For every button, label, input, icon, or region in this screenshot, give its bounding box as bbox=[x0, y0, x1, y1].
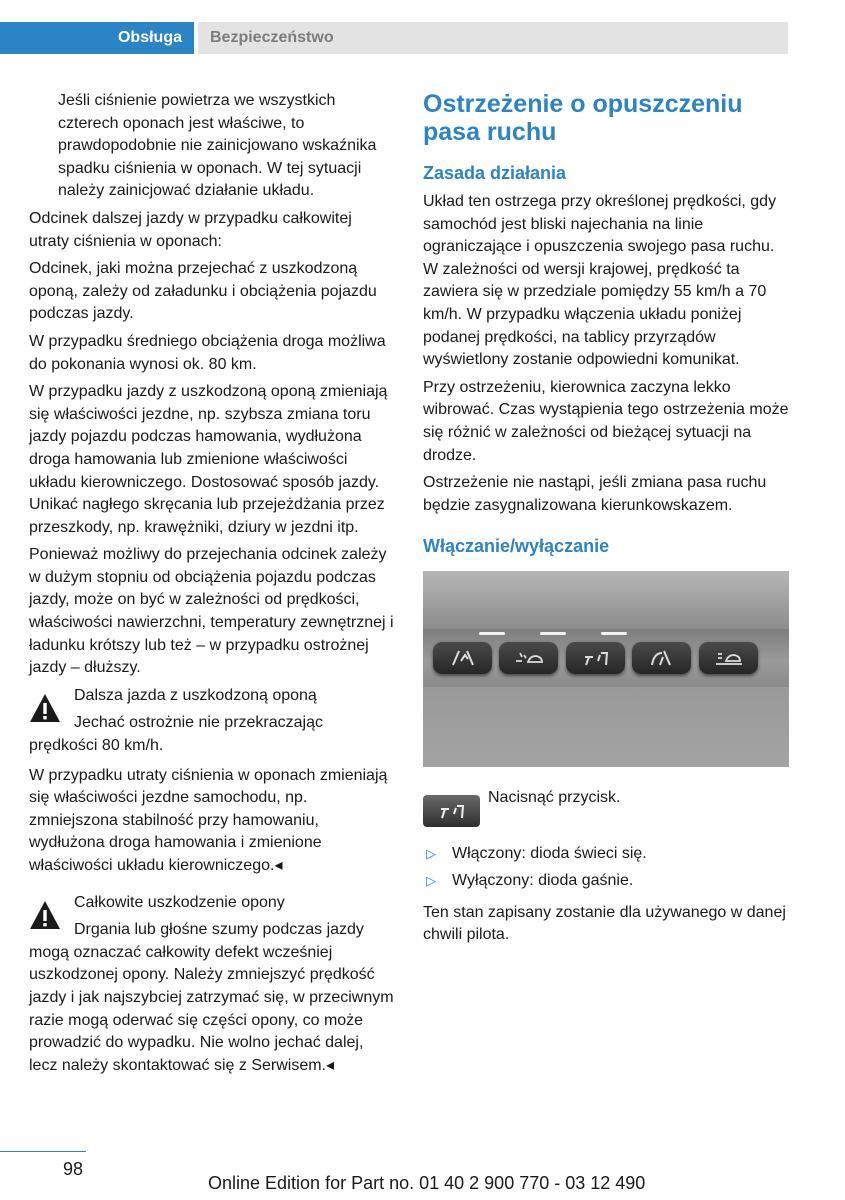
lane-departure-icon bbox=[582, 649, 610, 667]
warning-2-title: Całkowite uszkodzenie opony bbox=[74, 893, 285, 911]
end-mark: ◂ bbox=[326, 1056, 335, 1074]
photo-led bbox=[601, 632, 627, 635]
warning-box-1 bbox=[29, 685, 395, 758]
lane-departure-icon bbox=[438, 803, 466, 819]
bullet-text: Wyłączony: dioda gaśnie. bbox=[452, 871, 634, 889]
end-mark: ◂ bbox=[274, 857, 283, 874]
right-paragraph-4: Ten stan zapisany zostanie dla używanego w danej chwili pilota. bbox=[423, 903, 786, 944]
collision-warning-icon bbox=[514, 649, 544, 667]
right-paragraph-2: Przy ostrzeżeniu, kierownica zaczyna lekko wibrować. Czas wystąpienia tego ostrzeżenia może się różnić w zależności od bieżącej sytuacji na drodze. bbox=[423, 378, 789, 464]
warning-triangle-icon bbox=[29, 693, 61, 723]
header-tab-section-label: Bezpieczeństwo bbox=[210, 29, 334, 46]
section-heading: Ostrzeżenie o opuszczeniu pasa ruchu bbox=[423, 90, 743, 146]
warning-1-title: Dalsza jazda z uszkodzoną oponą bbox=[74, 686, 317, 704]
left-paragraph-1: Jeśli ciśnienie powietrza we wszystkich czterech oponach jest właściwe, to prawdopodobnie nie zainicjowano wskaźnika spadku ciśnienia w oponach. W tej sytuacji należy zainicjować działanie układu. bbox=[58, 92, 377, 200]
warning-box-2 bbox=[29, 892, 395, 1078]
press-button-text: Nacisnąć przycisk. bbox=[488, 789, 621, 807]
page-number: 98 bbox=[63, 1159, 84, 1179]
left-paragraph-4: W przypadku średniego obciążenia droga możliwa do pokonania wynosi ok. 80 km. bbox=[29, 332, 386, 373]
warning-1-text: Jechać ostrożnie nie przekraczając prędkości 80 km/h. bbox=[29, 714, 324, 755]
warning-triangle-icon bbox=[29, 900, 61, 930]
header-tab-obsluga-label: Obsługa bbox=[117, 29, 182, 46]
right-paragraph-1: Układ ten ostrzega przy określonej prędkości, gdy samochód jest bliski najechania na linie ograniczające i opuszczenia swojego pasa ruchu. W zależności od wersji krajowej, prędkość ta zawiera się w przedziale pomiędzy 55 km/h a 70 km/h. W przypadku włączenia układu poniżej podanej prędkości, na tablicy przyrządów wyświetlony zostanie odpowiedni komunikat. bbox=[423, 193, 777, 369]
lane-departure-button-icon bbox=[423, 795, 480, 827]
lane-change-icon bbox=[449, 649, 477, 667]
photo-button-lane-change bbox=[433, 642, 492, 674]
header-tab-section bbox=[198, 22, 788, 54]
left-column bbox=[29, 90, 395, 1084]
steering-assist-icon bbox=[648, 649, 676, 667]
edition-note: Online Edition for Part no. 01 40 2 900 770 - 03 12 490 bbox=[208, 1173, 646, 1193]
photo-button-distance bbox=[699, 642, 758, 674]
photo-led bbox=[540, 632, 566, 635]
subheading-on-off: Włączanie/wyłączanie bbox=[423, 536, 610, 557]
bullet-text: Włączony: dioda świeci się. bbox=[452, 845, 647, 863]
warning-2-text bbox=[29, 919, 395, 1077]
photo-button-collision bbox=[499, 642, 558, 674]
left-paragraph-7-text: W przypadku utraty ciśnienia w oponach zmieniają się właściwości jezdne samochodu, np. zmniejszona stabilność przy hamowaniu, wydłużona droga hamowania i zmienione właściwości układu kierowniczego. bbox=[29, 766, 388, 874]
left-paragraph-2: Odcinek dalszej jazdy w przypadku całkowitej utraty ciśnienia w oponach: bbox=[29, 209, 352, 250]
left-paragraph-7 bbox=[29, 765, 395, 878]
photo-button-lane-departure bbox=[566, 642, 625, 674]
warning-2-text-body: Drgania lub głośne szumy podczas jazdy mogą oznaczać całkowity defekt wcześniej uszkodzonej opony. Należy zmniejszyć prędkość jazdy i jak najszybciej zatrzymać się, w przeciwnym razie mogą oderwać się części opony, co może prowadzić do wypadku. Nie wolno jechać dalej, lecz należy skontaktować się z Serwisem. bbox=[29, 921, 394, 1074]
bullet-arrow: ▷ bbox=[426, 846, 436, 862]
button-panel-photo bbox=[423, 571, 789, 767]
press-instruction bbox=[423, 787, 789, 827]
left-paragraph-6: Ponieważ możliwy do przejechania odcinek zależy w dużym stopniu od obciążenia pojazdu podczas jazdy, może on być w zależności od prędkości, właściwości nawierzchni, temperatury zewnętrznej i ładunku krótszy lub też – w przypadku ostrożnej jazdy – dłuższy. bbox=[29, 546, 394, 677]
right-paragraph-3: Ostrzeżenie nie nastąpi, jeśli zmiana pasa ruchu będzie zasygnalizowana kierunkowskazem. bbox=[423, 474, 767, 514]
footer-rule bbox=[0, 1151, 86, 1152]
bullet-item bbox=[423, 843, 789, 866]
distance-control-icon bbox=[714, 649, 744, 667]
photo-button-steering bbox=[632, 642, 691, 674]
header-tab-obsluga bbox=[0, 22, 194, 54]
left-paragraph-5: W przypadku jazdy z uszkodzoną oponą zmieniają się właściwości jezdne, np. szybsza zmiana toru jazdy pojazdu podczas hamowania, wydłużona droga hamowania lub zmienione właściwości układu kierowniczego. Dostosować sposób jazdy. Unikać nagłego skręcania lub przejeżdżania przez przeszkody, np. krawężniki, dziury w jezdni itp. bbox=[29, 383, 388, 536]
right-column bbox=[423, 90, 789, 952]
bullet-arrow: ▷ bbox=[426, 872, 436, 888]
photo-led bbox=[479, 632, 505, 635]
left-paragraph-3: Odcinek, jaki można przejechać z uszkodzoną oponą, zależy od załadunku i obciążenia pojazdu podczas jazdy. bbox=[29, 260, 377, 323]
subheading-principle: Zasada działania bbox=[423, 163, 567, 183]
bullet-item bbox=[423, 870, 789, 893]
